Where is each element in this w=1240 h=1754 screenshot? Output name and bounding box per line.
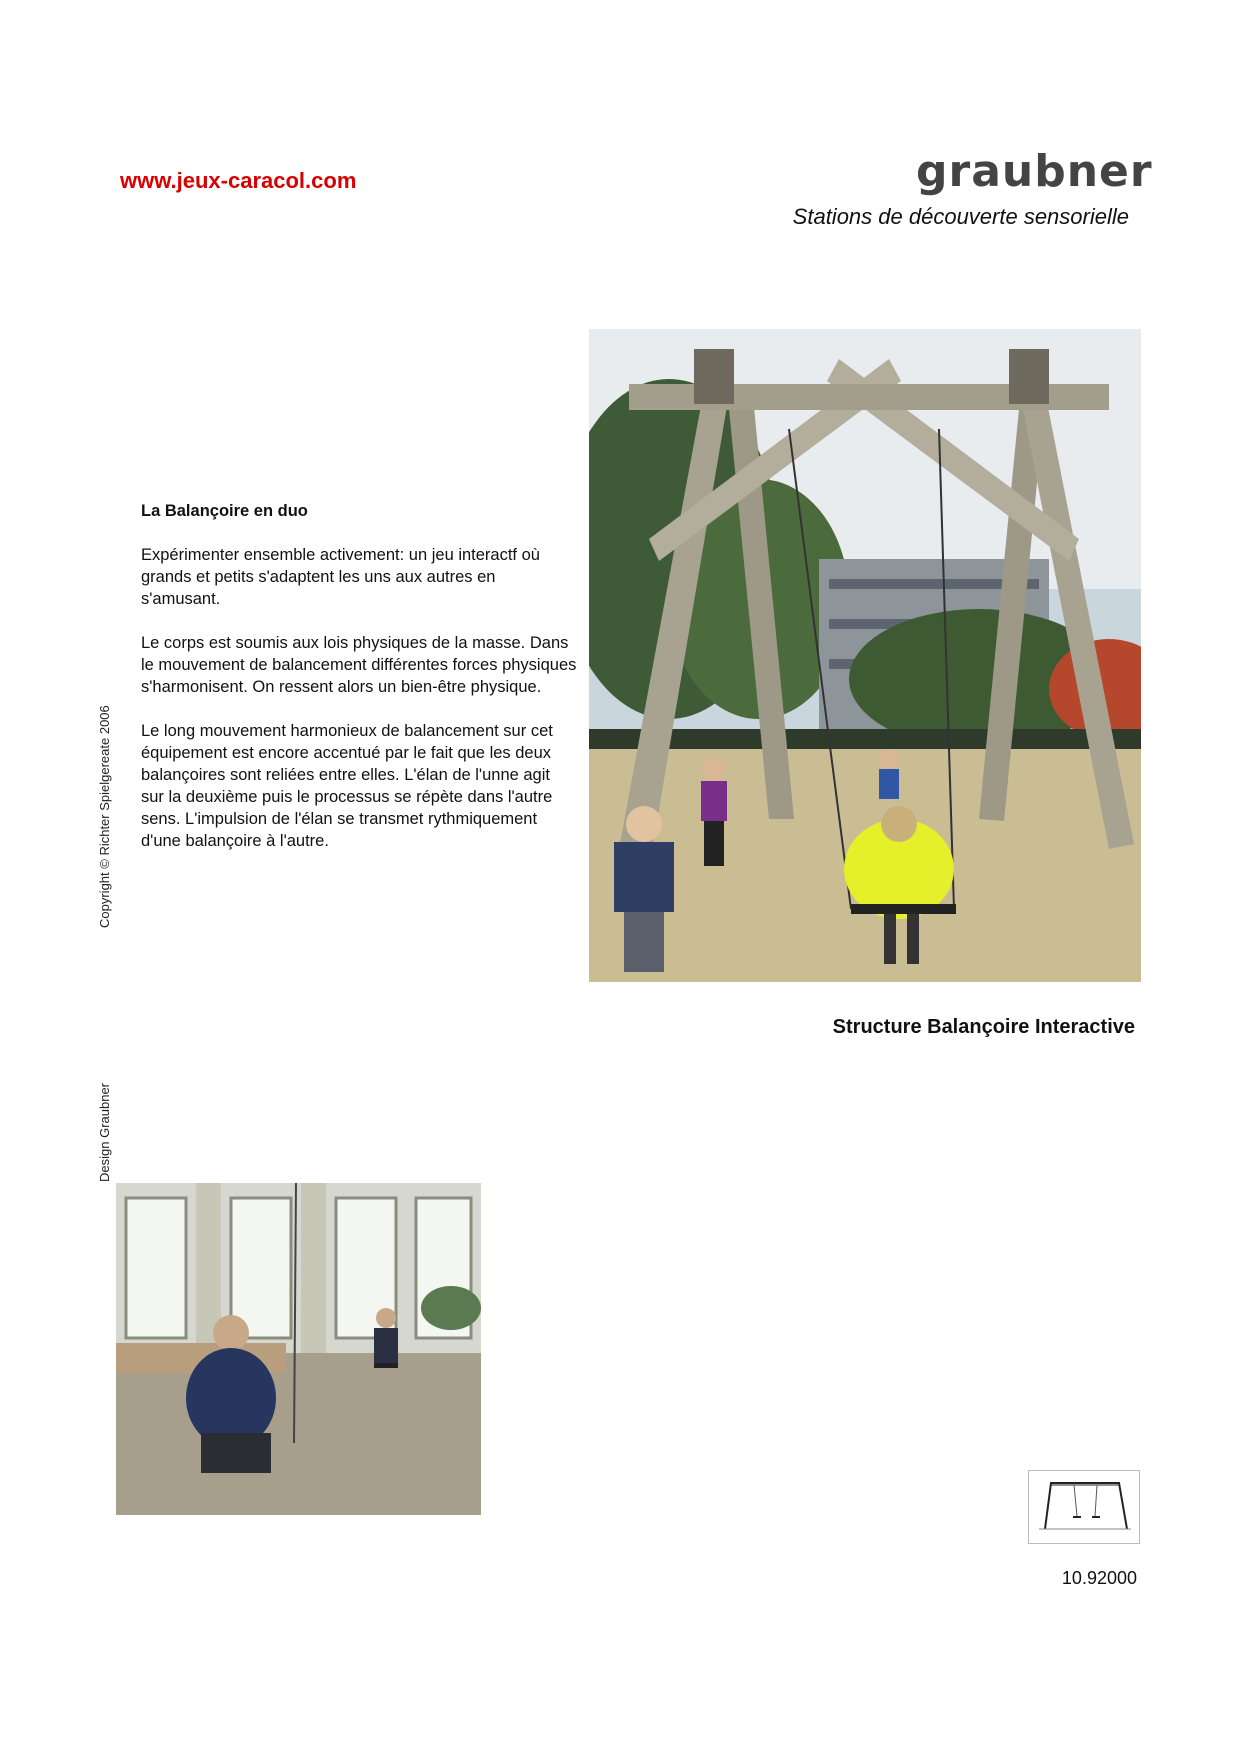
- description-block: [141, 500, 577, 874]
- paragraph: Expérimenter ensemble activement: un jeu interactf où grands et petits s'adaptent les uns aux autres en s'amusant.: [141, 546, 540, 608]
- swing-structure-photo: [589, 329, 1141, 982]
- product-caption: Structure Balançoire Interactive: [832, 1016, 1135, 1038]
- brand-logo: graubner: [916, 146, 1153, 197]
- paragraph: Le corps est soumis aux lois physiques de la masse. Dans le mouvement de balancement différentes forces physiques s'harmonisent. On ressent alors un bien-être physique.: [141, 634, 577, 696]
- page-subtitle: Stations de découverte sensorielle: [792, 204, 1129, 229]
- copyright-vertical-text: Copyright © Richter Spielgereate 2006: [97, 705, 112, 928]
- swing-diagram-icon: [1028, 1470, 1140, 1544]
- indoor-swing-photo: [116, 1183, 481, 1515]
- section-heading: La Balançoire en duo: [141, 502, 308, 520]
- product-code: 10.92000: [1061, 1568, 1137, 1588]
- paragraph: Le long mouvement harmonieux de balancement sur cet équipement est encore accentué par le fait que les deux balançoires sont reliées entre elles. L'élan de l'unne agit sur la deuxième puis le processus se répète dans l'autre sens. L'impulsion de l'élan se transmet rythmiquement d'une balançoire à l'autre.: [141, 722, 553, 850]
- design-credit-vertical-text: Design Graubner: [97, 1083, 112, 1182]
- website-link[interactable]: www.jeux-caracol.com: [120, 168, 357, 193]
